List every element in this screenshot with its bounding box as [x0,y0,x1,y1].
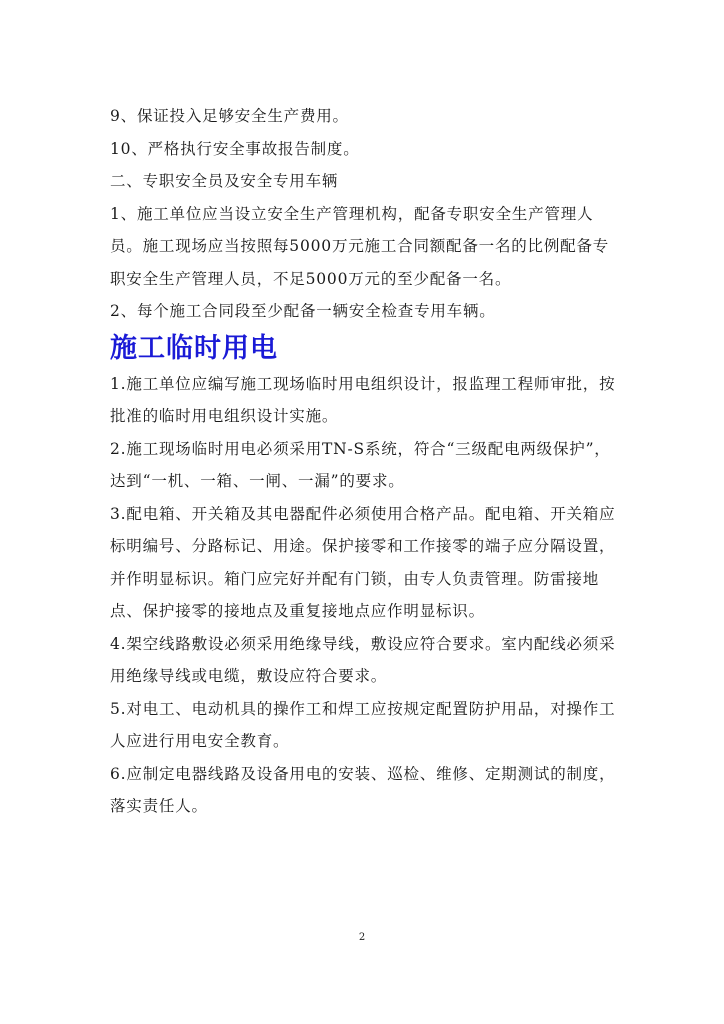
paragraph-temp-power-5: 5.对电工、电动机具的操作工和焊工应按规定配置防护用品，对操作工人应进行用电安全教育。 [110,699,616,750]
paragraph-safety-staff: 1、施工单位应当设立安全生产管理机构，配备专职安全生产管理人员。施工现场应当按照每5000万元施工合同额配备一名的比例配备专职安全生产管理人员，不足5000万元的至少配备一名。 [110,204,610,288]
paragraph-item-10: 10、严格执行安全事故报告制度。 [110,139,360,158]
paragraph-temp-power-1: 1.施工单位应编写施工现场临时用电组织设计，报监理工程师审批，按批准的临时用电组织设计实施。 [110,374,616,425]
page-content [110,100,622,823]
paragraph-safety-vehicle: 2、每个施工合同段至少配备一辆安全检查专用车辆。 [110,302,496,320]
paragraph-temp-power-6: 6.应制定电器线路及设备用电的安装、巡检、维修、定期测试的制度，落实责任人。 [110,764,616,815]
page-number: 2 [358,932,366,943]
paragraph-item-9: 9、保证投入足够安全生产费用。 [110,107,349,125]
subsection-heading: 二、专职安全员及安全专用车辆 [110,172,339,190]
paragraph-temp-power-4: 4.架空线路敷设必须采用绝缘导线，敷设应符合要求。室内配线必须采用绝缘导线或电缆，敷设应符合要求。 [110,634,616,685]
paragraph-temp-power-2: 2.施工现场临时用电必须采用TN-S系统，符合“三级配电两级保护”，达到“一机、一箱、一闸、一漏”的要求。 [110,439,611,490]
paragraph-temp-power-3: 3.配电箱、开关箱及其电器配件必须使用合格产品。配电箱、开关箱应标明编号、分路标记、用途。保护接零和工作接零的端子应分隔设置，并作明显标识。箱门应完好并配有门锁，由专人负责管理。防雷接地点、保护接零的接地点及重复接地点应作明显标识。 [110,504,616,620]
section-heading: 施工临时用电 [110,332,278,364]
